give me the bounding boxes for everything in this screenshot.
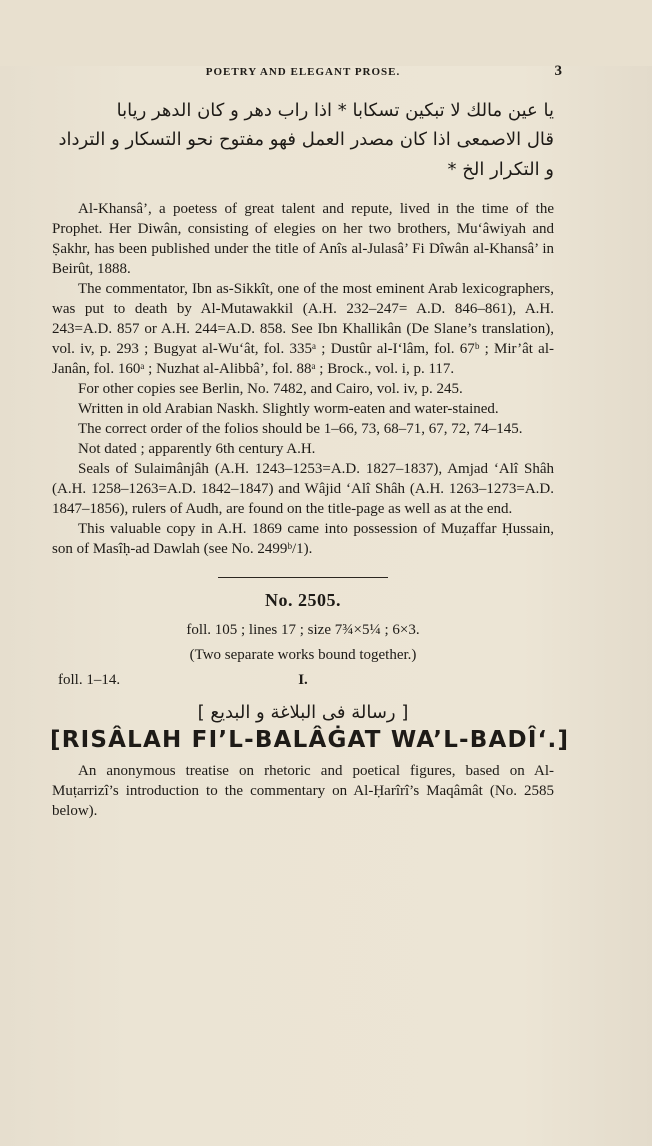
paragraph-folio-order: The correct order of the folios should be 1–66, 73, 68–71, 67, 72, 74–145. xyxy=(78,420,523,437)
paragraph-provenance: This valuable copy in A.H. 1869 came into possession of Muẓaffar Ḥussain, son of Masîḥ-ad Dawlah (see No. 2499ᵇ/1). xyxy=(52,520,554,557)
document-page xyxy=(0,63,652,1146)
running-title: POETRY AND ELEGANT PROSE. xyxy=(205,66,401,78)
folio-row xyxy=(52,672,554,692)
paragraph-seals: Seals of Sulaimânjâh (A.H. 1243–1253=A.D. 1827–1837), Amjad ‘Alî Shâh (A.H. 1258–1263=A.D. 1842–1847) and Wâjid ‘Alî Shâh (A.H. 1263–1273=A.D. 1847–1856), rulers of Audh, are found on the title-page as well as at the end. xyxy=(52,460,554,517)
paragraph-script: Written in old Arabian Naskh. Slightly worm-eaten and water-stained. xyxy=(78,400,499,417)
paragraph-al-khansa: Al-Khansâ’, a poetess of great talent and repute, lived in the time of the Prophet. Her Diwân, consisting of elegies on her two brothers, Mu‘âwiyah and Ṣakhr, has been published under the title of Anîs al-Julasâ’ Fi Dîwân al-Khansâ’ in Beirût, 1888. xyxy=(52,200,554,277)
entry-specs: foll. 105 ; lines 17 ; size 7¾×5¼ ; 6×3. xyxy=(186,621,420,638)
section-divider xyxy=(218,577,388,578)
arabic-commentary-line-2: و التكرار الخ * xyxy=(447,159,554,180)
running-head xyxy=(52,63,562,82)
arabic-verse-line-1: يا عين مالك لا تبكين تسكابا * اذا راب دهر و كان الدهر ريابا xyxy=(116,100,554,121)
entry-number: No. 2505. xyxy=(265,589,341,610)
page-number: 3 xyxy=(554,63,562,79)
folio-range: foll. 1–14. xyxy=(58,671,121,688)
work-description: An anonymous treatise on rhetoric and poetical figures, based on Al-Muṭarrizî’s introduction to the commentary on Al-Ḥarîrî’s Maqâmât (No. 2585 below). xyxy=(52,762,554,819)
entry-note: (Two separate works bound together.) xyxy=(189,646,417,663)
arabic-commentary-line-1: قال الاصمعى اذا كان مصدر العمل فهو مفتوح نحو التسكار و الترداد xyxy=(58,128,554,150)
part-number: I. xyxy=(298,671,308,688)
paragraph-commentator: The commentator, Ibn as-Sikkît, one of the most eminent Arab lexicographers, was put to death by Al-Mutawakkil (A.H. 232–247= A.D. 846–861), A.H. 243=A.D. 857 or A.H. 244=A.D. 858. See Ibn Khallikân (De Slane’s translation), vol. iv, p. 293 ; Bugyat al-Wu‘ât, fol. 335ᵃ ; Dustûr al-I‘lâm, fol. 67ᵇ ; Mir’ât al-Janân, fol. 160ᵃ ; Nuzhat al-Alibbâ’, fol. 88ᵃ ; Brock., vol. i, p. 117. xyxy=(52,280,554,377)
work-title: [RISÂLAH FI’L-BALÂĠAT WA’L-BADÎ‘.] xyxy=(50,726,570,753)
paragraph-other-copies: For other copies see Berlin, No. 7482, and Cairo, vol. iv, p. 245. xyxy=(78,380,463,397)
arabic-work-title: [ رسالة فى البلاغة و البديع ] xyxy=(197,701,409,723)
paragraph-date: Not dated ; apparently 6th century A.H. xyxy=(78,440,316,457)
